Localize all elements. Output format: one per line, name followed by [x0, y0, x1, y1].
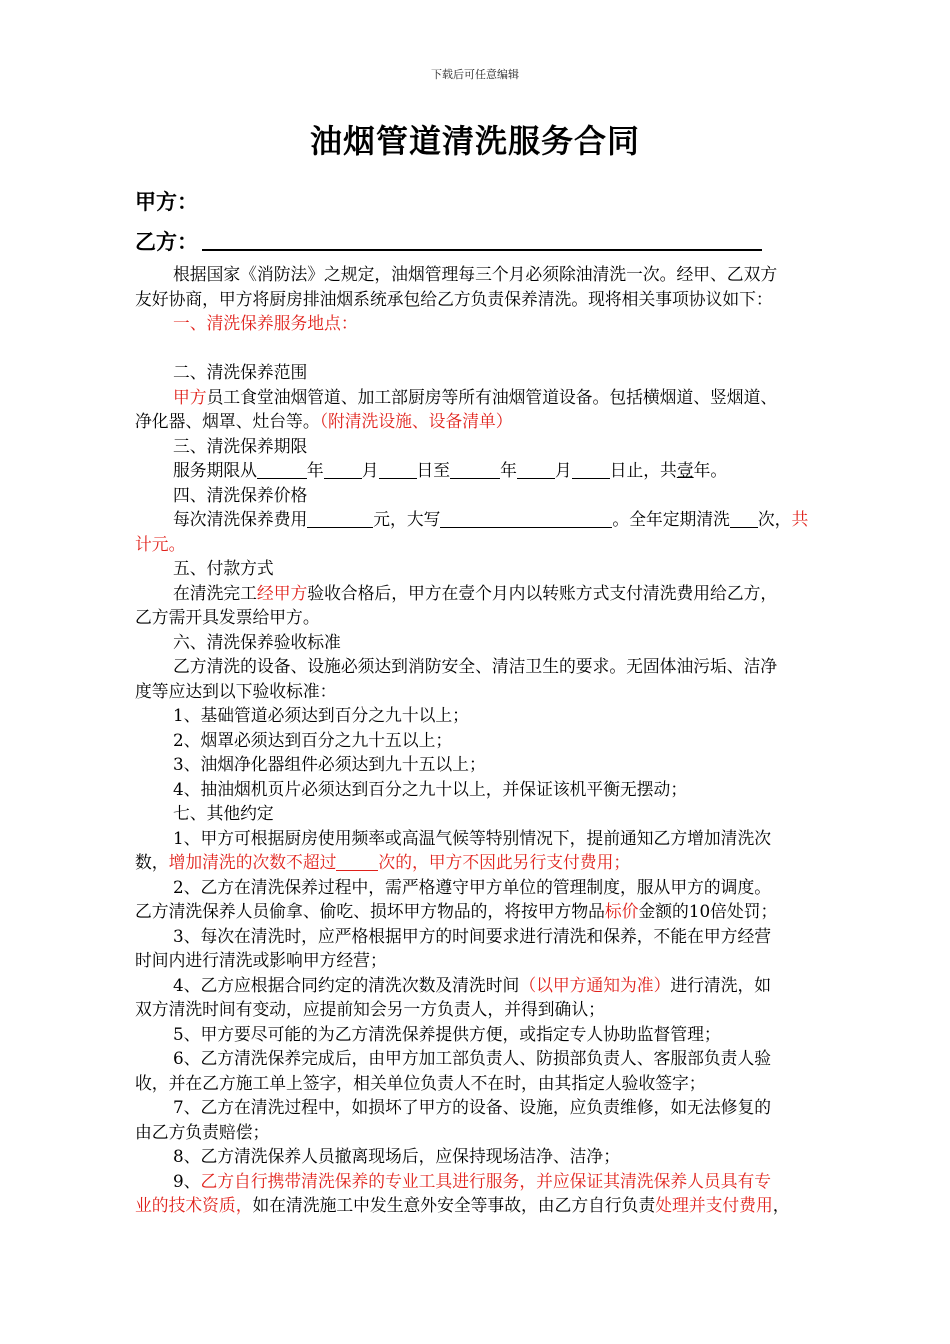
list-item: 3、每次在清洗时，应严格根据甲方的时间要求进行清洗和保养，不能在甲方经营	[173, 925, 772, 946]
paragraph: 在清洗完工经甲方验收合格后，甲方在壹个月内以转账方式支付清洗费用给乙方，	[173, 582, 778, 603]
price-total: 计元。	[135, 533, 186, 554]
intro-line: 根据国家《消防法》之规定，油烟管理每三个月必须除油清洗一次。经甲、乙双方	[173, 264, 778, 284]
paragraph: 甲方员工食堂油烟管道、加工部厨房等所有油烟管道设备。包括横烟道、竖烟道、	[173, 386, 778, 407]
list-item: 时间内进行清洗或影响甲方经营；	[135, 950, 387, 970]
list-item: 双方清洗时间有变动，应提前知会另一方负责人，并得到确认；	[135, 999, 605, 1019]
list-item: 8、乙方清洗保养人员撤离现场后，应保持现场洁净、洁净；	[173, 1146, 620, 1166]
list-item: 由乙方负责赔偿；	[135, 1121, 270, 1142]
list-item: 收，并在乙方施工单上签字，相关单位负责人不在时，由其指定人验收签字；	[135, 1072, 706, 1093]
contract-body	[135, 262, 875, 1218]
party-b-line	[135, 226, 762, 256]
page-title: 油烟管道清洗服务合同	[309, 122, 640, 160]
section-heading: 五、付款方式	[173, 558, 274, 578]
list-item: 7、乙方在清洗过程中，如损坏了甲方的设备、设施，应负责维修，如无法修复的	[173, 1097, 772, 1117]
list-item: 乙方清洗保养人员偷拿、偷吃、损坏甲方物品的，将按甲方物品标价金额的10倍处罚；	[135, 901, 778, 921]
intro-line: 友好协商，甲方将厨房排油烟系统承包给乙方负责保养清洗。现将相关事项协议如下：	[135, 288, 773, 309]
header-note: 下载后可任意编辑	[431, 68, 519, 81]
list-item: 数，增加清洗的次数不超过 次的，甲方不因此另行支付费用；	[135, 852, 631, 872]
section-heading: 二、清洗保养范围	[173, 362, 308, 382]
section-heading: 一、清洗保养服务地点：	[173, 313, 358, 333]
list-item: 2、乙方在清洗保养过程中，需严格遵守甲方单位的管理制度，服从甲方的调度。	[173, 876, 772, 897]
list-item: 4、乙方应根据合同约定的清洗次数及清洗时间（以甲方通知为准）进行清洗，如	[173, 974, 772, 995]
section-heading: 七、其他约定	[173, 803, 274, 823]
list-item: 2、烟罩必须达到百分之九十五以上；	[173, 729, 453, 750]
party-b-label: 乙方：	[135, 230, 198, 254]
section-heading: 三、清洗保养期限	[173, 435, 308, 456]
paragraph: 乙方需开具发票给甲方。	[135, 607, 320, 627]
list-item: 业的技术资质，如在清洗施工中发生意外安全等事故，由乙方自行负责处理并支付费用，	[135, 1195, 790, 1215]
list-item: 6、乙方清洗保养完成后，由甲方加工部负责人、防损部负责人、客服部负责人验	[173, 1048, 772, 1068]
party-b-blank	[202, 229, 762, 251]
paragraph: 乙方清洗的设备、设施必须达到消防安全、清洁卫生的要求。无固体油污垢、洁净	[173, 656, 778, 676]
list-item: 4、抽油烟机页片必须达到百分之九十以上，并保证该机平衡无摆动；	[173, 778, 688, 799]
service-period-line: 服务期限从 年 月 日至 年 月 日止，共壹年。	[173, 460, 728, 480]
price-line: 每次清洗保养费用 元，大写 。全年定期清洗 次，共	[173, 509, 809, 529]
list-item: 5、甲方要尽可能的为乙方清洗保养提供方便，或指定专人协助监督管理；	[173, 1023, 721, 1044]
party-a-label: 甲方：	[135, 190, 198, 214]
list-item: 3、油烟净化器组件必须达到九十五以上；	[173, 754, 486, 774]
paragraph: 净化器、烟罩、灶台等。（附清洗设施、设备清单）	[135, 411, 513, 431]
list-item: 9、乙方自行携带清洗保养的专业工具进行服务，并应保证其清洗保养人员具有专	[173, 1170, 772, 1191]
paragraph: 度等应达到以下验收标准：	[135, 680, 337, 701]
section-heading: 六、清洗保养验收标准	[173, 631, 341, 652]
list-item: 1、基础管道必须达到百分之九十以上；	[173, 705, 469, 725]
list-item: 1、甲方可根据厨房使用频率或高温气候等特别情况下，提前通知乙方增加清洗次	[173, 827, 772, 848]
section-heading: 四、清洗保养价格	[173, 484, 308, 505]
